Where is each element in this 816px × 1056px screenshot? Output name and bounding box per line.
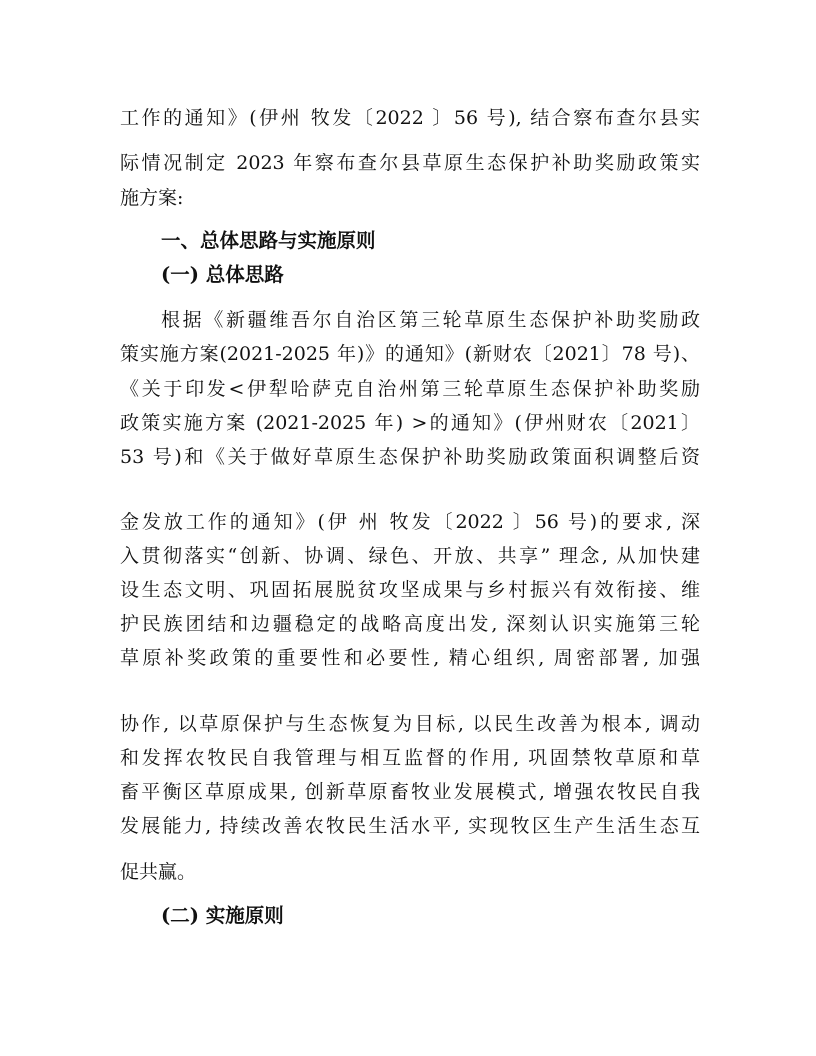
intro-line: 施方案: [120,187,184,209]
subsection-heading: (一) 总体思路 [161,263,284,286]
paragraph-line: 畜平衡区草原成果, 创新草原畜牧业发展模式, 增强农牧民自我 [120,781,700,803]
paragraph-line: 促共赢。 [120,861,197,883]
paragraph-line: 护民族团结和边疆稳定的战略高度出发, 深刻认识实施第三轮 [120,613,700,635]
paragraph-line: 设生态文明、巩固拓展脱贫攻坚成果与乡村振兴有效衔接、维 [120,579,700,601]
paragraph-line: 《关于印发<伊犁哈萨克自治州第三轮草原生态保护补助奖励 [120,378,700,400]
intro-line: 工作的通知》(伊州 牧发〔2022 〕56 号), 结合察布查尔县实 [120,107,700,129]
subsection-heading: (二) 实施原则 [161,904,284,927]
paragraph-line: 协作, 以草原保护与生态恢复为目标, 以民生改善为根本, 调动 [120,713,700,735]
paragraph-line: 53 号)和《关于做好草原生态保护补助奖励政策面积调整后资 [120,446,700,468]
section-heading: 一、总体思路与实施原则 [161,229,376,252]
paragraph-line: 入贯彻落实“创新、协调、绿色、开放、共享” 理念, 从加快建 [120,545,700,567]
paragraph-line: 根据《新疆维吾尔自治区第三轮草原生态保护补助奖励政 [161,309,700,331]
paragraph-line: 和发挥农牧民自我管理与相互监督的作用, 巩固禁牧草原和草 [120,747,700,769]
paragraph-line: 发展能力, 持续改善农牧民生活水平, 实现牧区生产生活生态互 [120,815,700,837]
paragraph-line: 策实施方案(2021-2025 年)》的通知》(新财农〔2021〕78 号)、 [120,343,700,365]
intro-line: 际情况制定 2023 年察布查尔县草原生态保护补助奖励政策实 [120,152,700,174]
paragraph-line: 草原补奖政策的重要性和必要性, 精心组织, 周密部署, 加强 [120,647,700,669]
paragraph-line: 政策实施方案 (2021-2025 年) >的通知》(伊州财农〔2021〕 [120,412,700,434]
paragraph-line: 金发放工作的通知》(伊 州 牧发〔2022 〕56 号)的要求, 深 [120,511,700,533]
